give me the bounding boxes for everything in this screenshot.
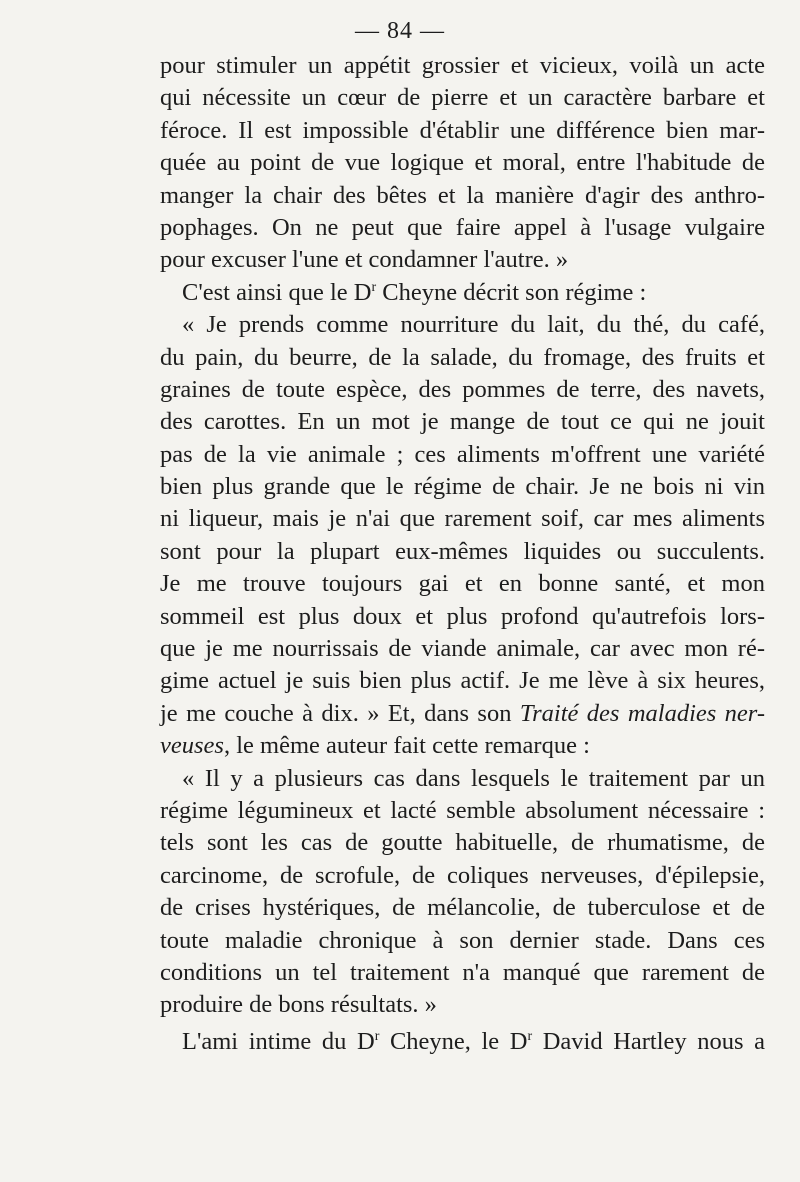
text-line: ni liqueur, mais je n'ai que rarement soif, car mes aliments	[160, 505, 765, 533]
text-line: produire de bons résultats. »	[160, 991, 437, 1019]
text-line: sont pour la plupart eux-mêmes liquides ou succulents.	[160, 537, 765, 565]
text-line: « Je prends comme nourriture du lait, du thé, du café,	[182, 311, 765, 339]
body-text	[160, 50, 765, 1058]
text-line: manger la chair des bêtes et la manière d'agir des anthro-	[160, 181, 765, 209]
paragraph-2	[160, 277, 765, 309]
text-line: quée au point de vue logique et moral, entre l'habitude de	[160, 149, 765, 177]
paragraph-3	[160, 309, 765, 762]
text-line: pour excuser l'une et condamner l'autre. »	[160, 246, 569, 274]
text-line: toute maladie chronique à son dernier stade. Dans ces	[160, 926, 765, 954]
text-fragment: Cheyne, le D	[379, 1027, 528, 1055]
superscript: r	[374, 1028, 380, 1044]
paragraph-4	[160, 763, 765, 1022]
text-line: pour stimuler un appétit grossier et vicieux, voilà un acte	[160, 52, 765, 79]
text-line: gime actuel je suis bien plus actif. Je me lève à six heures,	[160, 667, 765, 695]
text-line	[160, 698, 765, 730]
paragraph-5	[160, 1026, 765, 1058]
text-line	[160, 277, 765, 309]
text-line: pophages. On ne peut que faire appel à l'usage vulgaire	[160, 213, 765, 241]
superscript: r	[371, 279, 377, 295]
text-line: qui nécessite un cœur de pierre et un caractère barbare et	[160, 84, 765, 112]
text-line: féroce. Il est impossible d'établir une différence bien mar-	[160, 116, 765, 144]
text-line: bien plus grande que le régime de chair. Je ne bois ni vin	[160, 473, 765, 501]
text-fragment: , le même auteur fait cette remarque :	[223, 732, 590, 760]
page-number: — 84 —	[355, 18, 445, 44]
text-line: de crises hystériques, de mélancolie, de tuberculose et de	[160, 894, 765, 922]
text-line: Je me trouve toujours gai et en bonne santé, et mon	[160, 570, 765, 598]
superscript: r	[527, 1028, 533, 1044]
text-line: carcinome, de scrofule, de coliques nerveuses, d'épilepsie,	[160, 861, 765, 889]
text-line: graines de toute espèce, des pommes de terre, des navets,	[160, 375, 765, 403]
book-title: Traité des maladies ner-	[519, 699, 765, 727]
text-line: tels sont les cas de goutte habituelle, de rhumatisme, de	[160, 829, 765, 857]
text-fragment: David Hartley nous a	[532, 1027, 765, 1055]
text-fragment: C'est ainsi que le D	[182, 278, 372, 306]
text-line	[160, 1026, 765, 1058]
book-title: veuses	[160, 732, 224, 760]
text-line: « Il y a plusieurs cas dans lesquels le traitement par un	[182, 764, 765, 792]
text-fragment: Cheyne décrit son régime :	[376, 278, 647, 306]
paragraph-1	[160, 50, 765, 277]
text-fragment: L'ami intime du D	[182, 1027, 375, 1055]
text-line: régime légumineux et lacté semble absolument nécessaire :	[160, 796, 765, 824]
text-line: des carottes. En un mot je mange de tout ce qui ne jouit	[160, 408, 765, 436]
text-line	[160, 730, 765, 762]
text-line: sommeil est plus doux et plus profond qu'autrefois lors-	[160, 602, 765, 630]
text-fragment: je me couche à dix. » Et, dans son	[160, 699, 520, 727]
text-line: que je me nourrissais de viande animale, car avec mon ré-	[160, 635, 765, 663]
text-line: du pain, du beurre, de la salade, du fromage, des fruits et	[160, 343, 765, 371]
text-line: conditions un tel traitement n'a manqué que rarement de	[160, 958, 765, 986]
text-line: pas de la vie animale ; ces aliments m'offrent une variété	[160, 440, 765, 468]
